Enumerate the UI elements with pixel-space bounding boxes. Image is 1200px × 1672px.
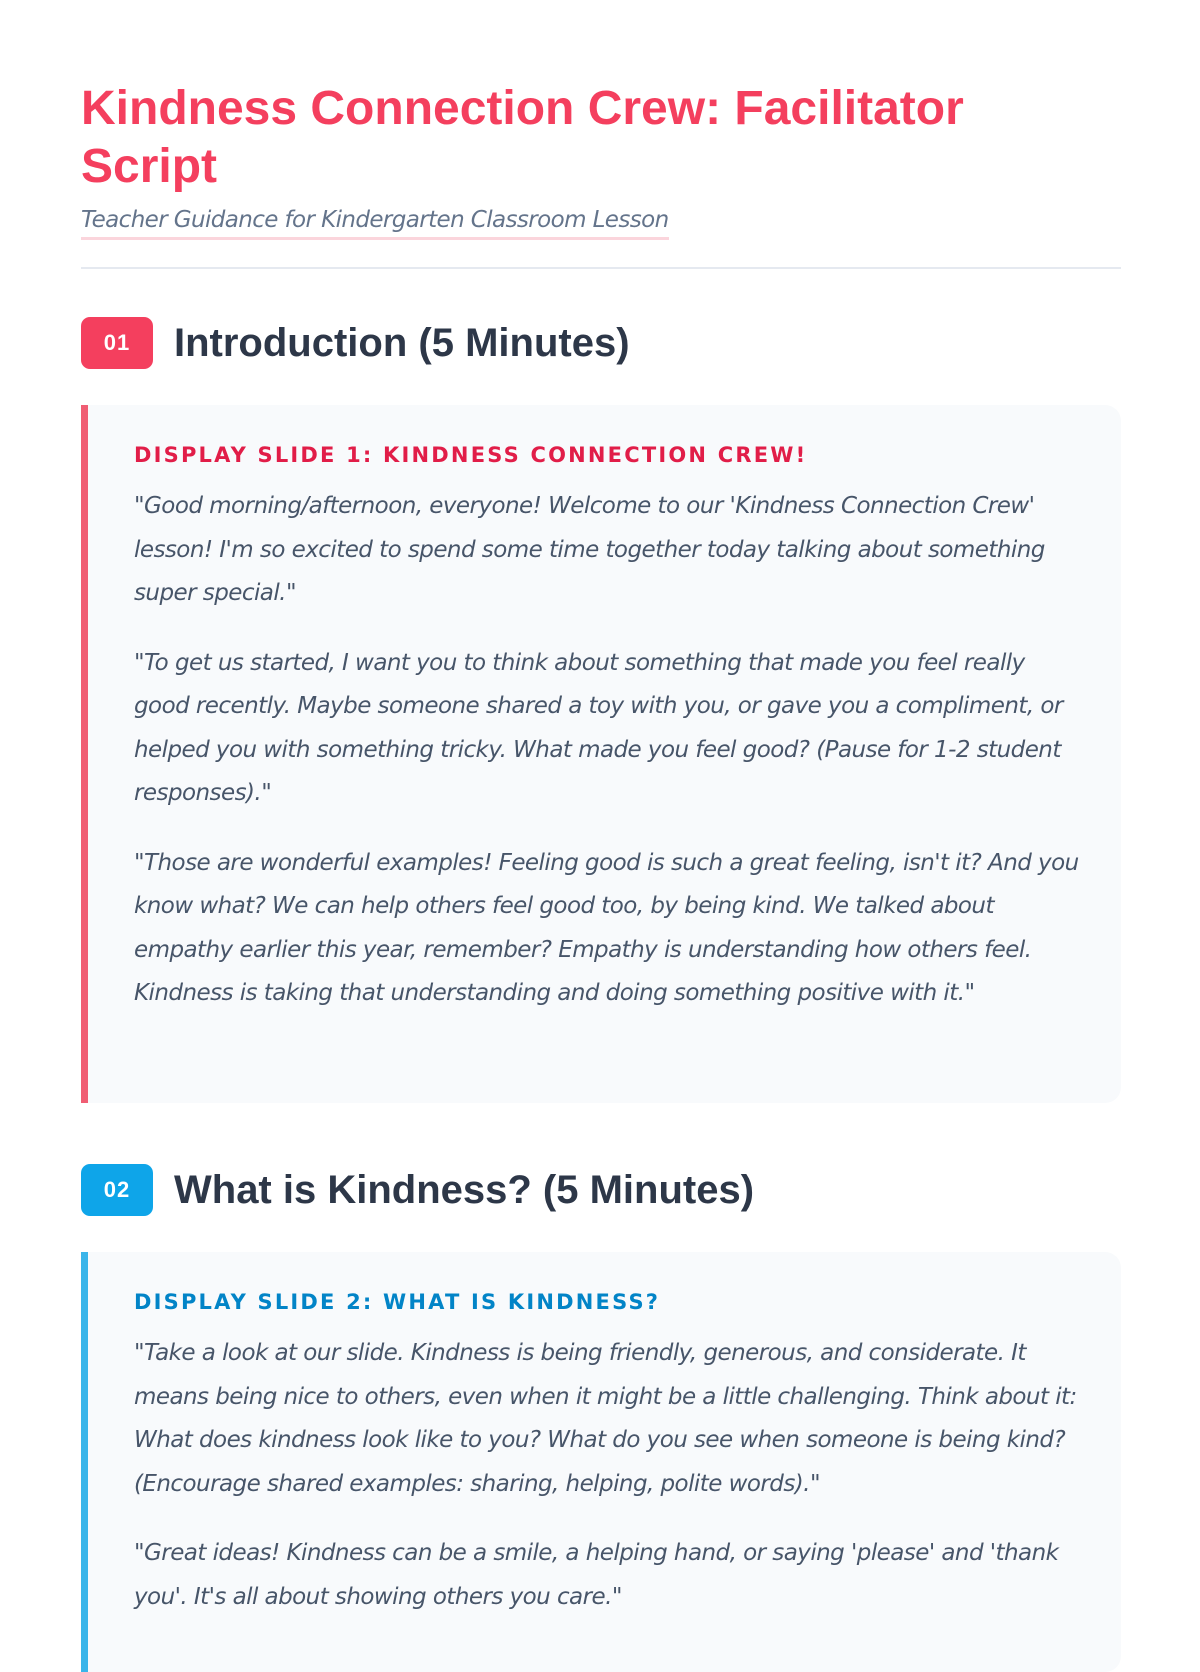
script-paragraph: "Good morning/afternoon, everyone! Welcome to our 'Kindness Connection Crew' lesson! I'm so excited to spend some time together today talking about something super special."	[134, 493, 1045, 606]
script-paragraph: "Take a look at our slide. Kindness is being friendly, generous, and considerate. It means being nice to others, even when it might be a little challenging. Think about it: What does kindness look like to you? What do you see when someone is being kind? (Encourage shared examples: sharing, helping, polite words)."	[134, 1340, 1077, 1497]
section-title: What is Kindness? (5 Minutes)	[174, 1168, 755, 1212]
script-paragraph: "To get us started, I want you to think about something that made you feel really good recently. Maybe someone shared a toy with you, or gave you a compliment, or helped you with something tricky. What made you feel good? (Pause for 1-2 student responses)."	[134, 649, 1063, 806]
slide-label: DISPLAY SLIDE 1: KINDNESS CONNECTION CREW!	[134, 443, 808, 467]
section-number-badge: 01	[81, 317, 153, 369]
section-number-badge: 02	[81, 1164, 153, 1216]
script-card-what-is-kindness	[81, 1252, 1121, 1672]
slide-label: DISPLAY SLIDE 2: WHAT IS KINDNESS?	[134, 1290, 661, 1314]
document-title: Kindness Connection Crew: Facilitator Script	[81, 82, 964, 193]
title-divider	[81, 267, 1121, 269]
script-paragraph: "Great ideas! Kindness can be a smile, a helping hand, or saying 'please' and 'thank you'. It's all about showing others you care."	[134, 1540, 1059, 1610]
script-card-introduction	[81, 405, 1121, 1103]
section-header-what-is-kindness	[81, 1163, 754, 1217]
section-title: Introduction (5 Minutes)	[174, 321, 630, 365]
script-paragraph: "Those are wonderful examples! Feeling good is such a great feeling, isn't it? And you know what? We can help others feel good too, by being kind. We talked about empathy earlier this year, remember? Empathy is understanding how others feel. Kindness is taking that understanding and doing something positive with it."	[134, 849, 1079, 1006]
document-subtitle: Teacher Guidance for Kindergarten Classroom Lesson	[81, 203, 669, 240]
section-header-introduction	[81, 316, 630, 370]
